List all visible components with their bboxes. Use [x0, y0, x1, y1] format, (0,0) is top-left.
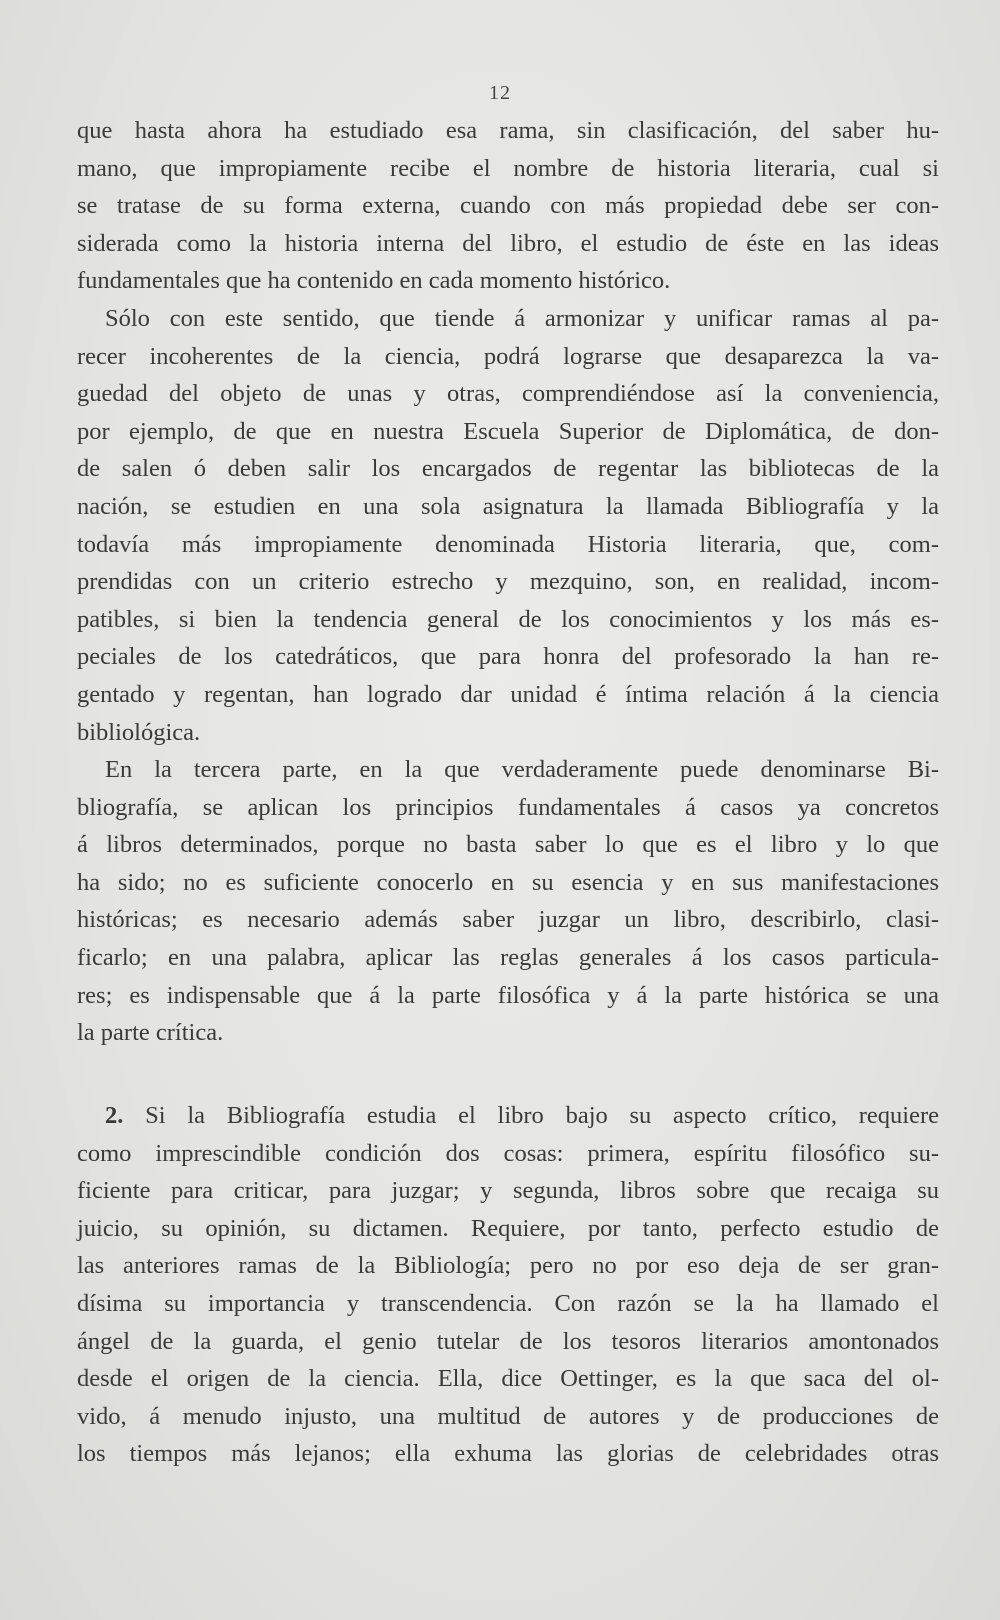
section-number: 2. [105, 1102, 124, 1129]
text-line: prendidas con un criterio estrecho y mezquino, son, en realidad, incom- [77, 568, 939, 596]
text-fragment: Si la Bibliografía estudia el libro bajo su aspecto crítico, requiere [145, 1102, 939, 1129]
text-line: desde el origen de la ciencia. Ella, dice Oettinger, es la que saca del ol- [77, 1365, 939, 1393]
paragraph-en-la-tercera-parte [77, 751, 939, 1052]
text-line: ángel de la guarda, el genio tutelar de los tesoros literarios amontonados [77, 1327, 939, 1355]
text-line: juicio, su opinión, su dictamen. Requiere, por tanto, perfecto estudio de [77, 1214, 939, 1242]
text-line: que hasta ahora ha estudiado esa rama, sin clasificación, del saber hu- [77, 117, 939, 144]
text-line: siderada como la historia interna del libro, el estudio de éste en las ideas [77, 229, 939, 257]
text-line: mano, que impropiamente recibe el nombre de historia literaria, cual si [77, 154, 939, 182]
text-line: bibliológica. [77, 718, 201, 746]
text-line: recer incoherentes de la ciencia, podrá lograrse que desaparezca la va- [77, 342, 939, 370]
text-line: las anteriores ramas de la Bibliología; pero no por eso deja de ser gran- [77, 1252, 939, 1280]
text-line: peciales de los catedráticos, que para honra del profesorado la han re- [77, 643, 939, 671]
text-line: bliografía, se aplican los principios fundamentales á casos ya concretos [77, 793, 939, 821]
text-line: vido, á menudo injusto, una multitud de autores y de producciones de [77, 1402, 939, 1430]
text-line: guedad del objeto de unas y otras, comprendiéndose así la conveniencia, [77, 380, 939, 408]
text-line: nación, se estudien en una sola asignatura la llamada Bibliografía y la [77, 492, 939, 520]
text-line: res; es indispensable que á la parte filosófica y á la parte histórica se una [77, 981, 939, 1009]
text-line: á libros determinados, porque no basta saber lo que es el libro y lo que [77, 831, 939, 859]
section-2-text [77, 1097, 939, 1473]
text-line: de salen ó deben salir los encargados de regentar las bibliotecas de la [77, 455, 939, 483]
text-line: ficiente para criticar, para juzgar; y segunda, libros sobre que recaiga su [77, 1177, 939, 1205]
text-line: gentado y regentan, han logrado dar unidad é íntima relación á la ciencia [77, 680, 939, 708]
body-text-top [77, 112, 939, 1052]
text-line: patibles, si bien la tendencia general de los conocimientos y los más es- [77, 605, 939, 633]
text-line: todavía más impropiamente denominada Historia literaria, que, com- [77, 530, 939, 558]
page-number: 12 [489, 82, 511, 104]
text-line: históricas; es necesario además saber juzgar un libro, describirlo, clasi- [77, 906, 939, 934]
text-line: dísima su importancia y transcendencia. Con razón se la ha llamado el [77, 1289, 939, 1317]
text-line: ha sido; no es suficiente conocerlo en su esencia y en sus manifestaciones [77, 868, 939, 896]
text-line: fundamentales que ha contenido en cada momento histórico. [77, 267, 671, 295]
section-first-line [77, 1097, 939, 1135]
text-line: ficarlo; en una palabra, aplicar las reglas generales á los casos particula- [77, 944, 939, 972]
text-line: se tratase de su forma externa, cuando con más propiedad debe ser con- [77, 192, 939, 220]
text-line: como imprescindible condición dos cosas: primera, espíritu filosófico su- [77, 1139, 939, 1167]
text-line: Sólo con este sentido, que tiende á armonizar y unificar ramas al pa- [105, 304, 939, 332]
text-line: por ejemplo, de que en nuestra Escuela Superior de Diplomática, de don- [77, 417, 939, 445]
text-line: la parte crítica. [77, 1019, 224, 1047]
paragraph-continued [77, 112, 939, 300]
text-line: En la tercera parte, en la que verdaderamente puede denominarse Bi- [105, 756, 939, 784]
paragraph-solo-con-este-sentido [77, 300, 939, 751]
text-line: los tiempos más lejanos; ella exhuma las glorias de celebridades otras [77, 1440, 939, 1468]
